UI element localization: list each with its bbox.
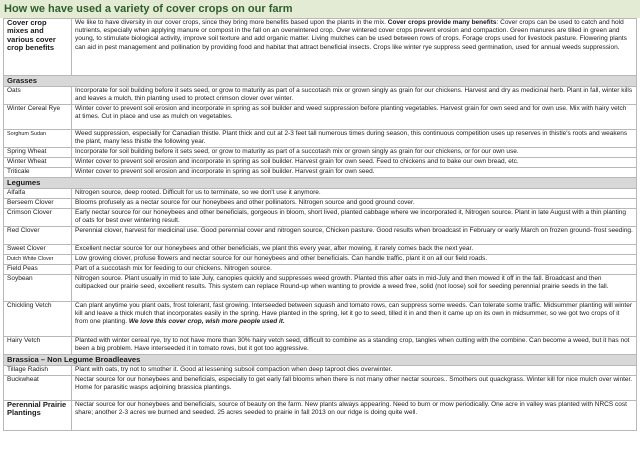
- section-title: Brassica – Non Legume Broadleaves: [4, 355, 637, 366]
- intro-row: [4, 19, 637, 76]
- crop-notes: Winter cover to prevent soil erosion and incorporate in spring as soil builder. Harvest grain for own seed.: [72, 168, 637, 178]
- crop-notes: Nectar source for our honeybees and beneficials, especially to get early fall blooms when there is not many other nectar sources.. Smothers out quackgrass. Winter kill for nice mulch over winter. Home for parasitic wasps adjoining brassica plantings.: [72, 376, 637, 401]
- crop-name: Alfalfa: [4, 189, 72, 199]
- crop-notes: Excellent nectar source for our honeybees and other beneficials, we plant this every year, after mowing, it rarely comes back the next year.: [72, 245, 637, 255]
- crop-notes: Low growing clover, profuse flowers and nectar source for our honeybees and other beneficials. Can handle traffic, plant it on all our field roads.: [72, 255, 637, 265]
- crop-name: Chickling Vetch: [4, 302, 72, 337]
- crop-notes: [72, 302, 637, 337]
- crop-notes: Early nectar source for our honeybees and other beneficials, gorgeous in bloom, short lived, planted cabbage where we incorporated it, Nitrogen source. Plant in late August with a thin planting of oats for best over wintering result.: [72, 209, 637, 227]
- intro-text-bold: Cover crops provide many benefits: [387, 19, 497, 26]
- table-row: [4, 255, 637, 265]
- crop-name: Berseem Clover: [4, 199, 72, 209]
- crop-name: Hairy Vetch: [4, 337, 72, 355]
- crop-name: Buckwheat: [4, 376, 72, 401]
- table-row: [4, 199, 637, 209]
- intro-text-part-1: We like to have diversity in our cover crops, since they bring more benefits based upon the plants in the mix.: [75, 19, 386, 26]
- table-row: [4, 105, 637, 130]
- crop-notes: Nitrogen source, deep rooted. Difficult for us to terminate, so we don't use it anymore.: [72, 189, 637, 199]
- table-row: [4, 302, 637, 337]
- crop-notes: Nectar source for our honeybees and beneficials, source of beauty on the farm. New plants always appearing. Need to burn or mow periodically. One acre in valley was planted with NRCS cost share; another 2-3 acres we burned and seeded. 25 acres seeded to prairie in fall 2013 on our ridge is doing quite well.: [72, 401, 637, 431]
- crop-name: Spring Wheat: [4, 148, 72, 158]
- intro-label: Cover crop mixes and various cover crop benefits: [4, 19, 72, 76]
- section-header-perennial: Perennial Prairie Plantings: [4, 401, 72, 431]
- table-row: [4, 148, 637, 158]
- table-row: [4, 366, 637, 376]
- section-header-legumes: [4, 178, 637, 189]
- table-row: [4, 87, 637, 105]
- crop-notes: Blooms profusely as a nectar source for our honeybees and other pollinators. Nitrogen source and good ground cover.: [72, 199, 637, 209]
- intro-text: [72, 19, 637, 76]
- table-row: [4, 401, 637, 431]
- crop-notes-text: Can plant anytime you plant oats, frost tolerant, fast growing. Interseeded between squash and tomato rows, can suppress some weeds. Can tolerate some traffic. Midsummer planting will winter kill and leave a thick mulch that incorporates easily in the spring. Have planted in the spring, let it go to seed, tilled it in and then it came up on its own in midsummer, so we got two crops of it from one planting.: [75, 302, 632, 326]
- crop-name: Triticale: [4, 168, 72, 178]
- section-header-brassica: [4, 355, 637, 366]
- crop-name: Winter Wheat: [4, 158, 72, 168]
- crop-notes: Plant with oats, try not to smother it. Good at lessening subsoil compaction when deep taproot dies overwinter.: [72, 366, 637, 376]
- table-row: [4, 130, 637, 148]
- section-title: Grasses: [4, 76, 637, 87]
- crop-name: Oats: [4, 87, 72, 105]
- page-title: How we have used a variety of cover crops on our farm: [0, 0, 640, 18]
- crop-name: Red Clover: [4, 227, 72, 245]
- section-title: Legumes: [4, 178, 637, 189]
- table-row: [4, 209, 637, 227]
- crop-name: Sorghum Sudan: [4, 130, 72, 148]
- crop-name: Sweet Clover: [4, 245, 72, 255]
- crop-notes: Incorporate for soil building before it sets seed, or grow to maturity as part of a succotash mix or grown singly as grain for our chickens, or for our own use.: [72, 148, 637, 158]
- table-row: [4, 189, 637, 199]
- table-row: [4, 275, 637, 302]
- table-row: [4, 376, 637, 401]
- table-row: [4, 337, 637, 355]
- section-header-grasses: [4, 76, 637, 87]
- cover-crop-table: [3, 18, 637, 431]
- crop-notes: Nitrogen source. Plant usually in mid to late July, canopies quickly and suppresses weed growth. Planted this after oats in mid-July and then mowed it off in the fall. Broadcast and then cultipacked our prairie seed, excellent results. This system can replace Round-up when wanting to provide a weed free, solid (not loose) soil for seeding perennial prairie seeds in the fall.: [72, 275, 637, 302]
- intro-text-part-2: : Cover crops can be used to catch and hold nutrients, especially when applying manure or compost in the fall on an overwintered crop. Over wintered cover crops prevent erosion and compaction. Green manures are tilled in green and young, to stimulate biological activity, improve soil texture and add organic matter. Living mulches can be used between rows of crops. Forage crops used for livestock pasture. Flowering plants can aid in pest management and pollination by providing food and habitat that attract beneficial insects. Crops like winter rye suppress seed germination, used for annual weeds suppression.: [75, 19, 627, 51]
- crop-notes: Perennial clover, harvest for medicinal use. Good perennial cover and nitrogen source, Chicken pasture. Good results when broadcast in February or early March on frozen ground- frost seeding.: [72, 227, 637, 245]
- table-row: [4, 158, 637, 168]
- crop-name: Field Peas: [4, 265, 72, 275]
- table-row: [4, 227, 637, 245]
- table-row: [4, 168, 637, 178]
- crop-name: Tillage Radish: [4, 366, 72, 376]
- crop-notes: Part of a succotash mix for feeding to our chickens. Nitrogen source.: [72, 265, 637, 275]
- crop-name: Dutch White Clover: [4, 255, 72, 265]
- crop-notes: Weed suppression, especially for Canadian thistle. Plant thick and cut at 2-3 feet tall numerous times during season, this continuous competition uses up reserves in thistle's roots and weakens the plant, many less thistle the following year.: [72, 130, 637, 148]
- crop-notes: Planted with winter cereal rye, try to not have more than 30% hairy vetch seed, difficult to combine as a standing crop, tangles when cutting with the combine. Can become a weed, but it has not been a big problem. Have interseeded it in tomato rows, but it got too aggressive.: [72, 337, 637, 355]
- crop-name: Soybean: [4, 275, 72, 302]
- crop-notes: Winter cover to prevent soil erosion and incorporate in spring as soil builder and weed suppression before planting vegetables. Harvest grain for own seed and for own use. Mix with hairy vetch at times. Cut in place and use as mulch on vegetables.: [72, 105, 637, 130]
- crop-notes-highlight: We love this cover crop, wish more people used it.: [128, 318, 285, 326]
- crop-name: Crimson Clover: [4, 209, 72, 227]
- table-row: [4, 245, 637, 255]
- crop-notes: Incorporate for soil building before it sets seed, or grow to maturity as part of a succotash mix or grown singly as grain for our chickens. Harvest and dry as medicinal herb. Plant in fall, winter kills and leaves a mulch, thin planting used to protect crimson clover over winter.: [72, 87, 637, 105]
- table-row: [4, 265, 637, 275]
- crop-notes: Winter cover to prevent soil erosion and incorporate in spring as soil builder. Harvest grain for own seed. Feed to chickens and to bake our own bread, etc.: [72, 158, 637, 168]
- crop-name: Winter Cereal Rye: [4, 105, 72, 130]
